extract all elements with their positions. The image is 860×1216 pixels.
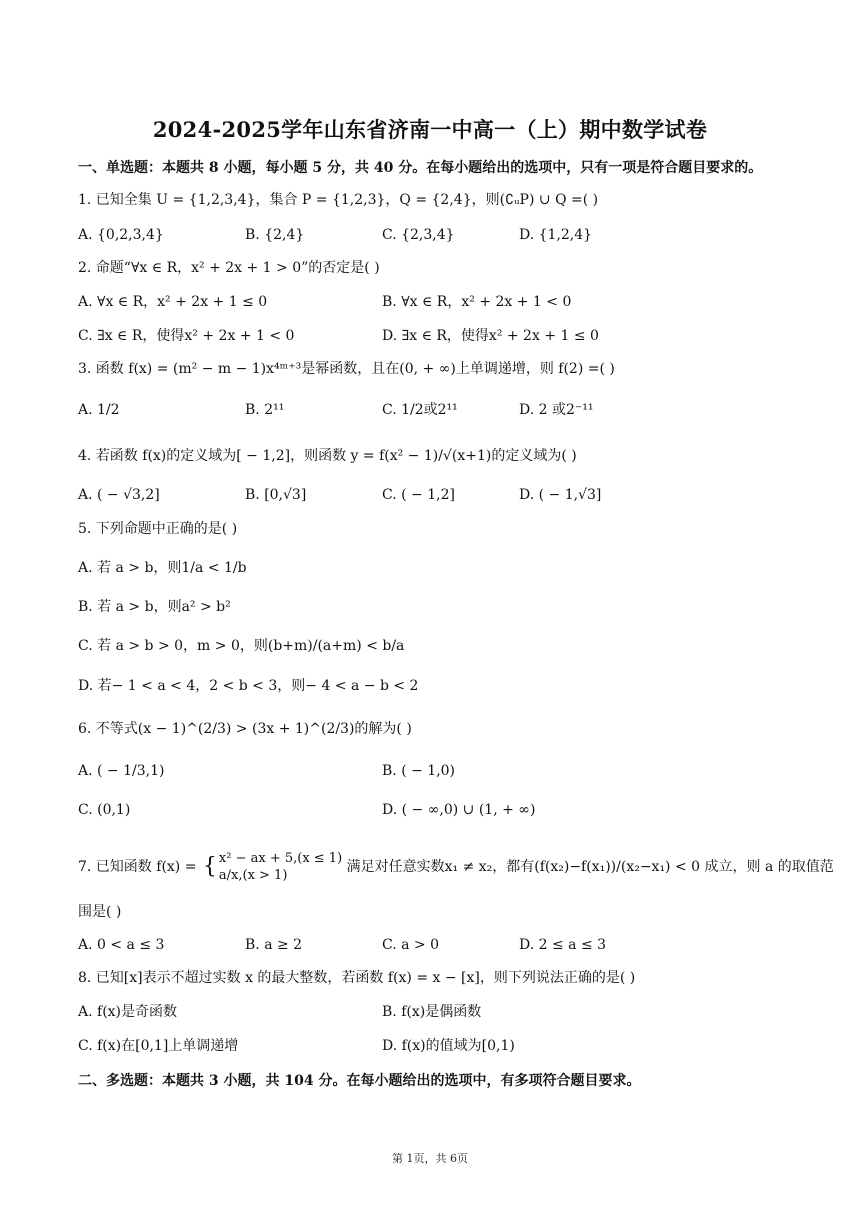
option-a: A. ( − 1/3,1) bbox=[78, 763, 165, 779]
option-a: A. 0 < a ≤ 3 bbox=[78, 937, 165, 953]
question-6-options-row1 bbox=[78, 761, 798, 783]
option-b: B. {2,4} bbox=[245, 227, 305, 243]
option-c: C. 1/2或2¹¹ bbox=[382, 402, 458, 418]
option-c: C. ( − 1,2] bbox=[382, 487, 455, 503]
option-d: D. f(x)的值域为[0,1) bbox=[382, 1038, 515, 1054]
option-b: B. f(x)是偶函数 bbox=[382, 1004, 482, 1020]
question-5-option-d: D. 若− 1 < a < 4，2 < b < 3，则− 4 < a − b < 2 bbox=[78, 678, 419, 694]
question-7-suffix: 满足对任意实数x₁ ≠ x₂，都有(f(x₂)−f(x₁))/(x₂−x₁) < 0 成立，则 a 的取值范 bbox=[346, 859, 834, 875]
page-title: 2024-2025学年山东省济南一中高一（上）期中数学试卷 bbox=[152, 117, 708, 142]
question-2-stem: 2. 命题“∀x ∈ R，x² + 2x + 1 > 0”的否定是( ) bbox=[78, 260, 380, 276]
option-c: C. f(x)在[0,1]上单调递增 bbox=[78, 1038, 239, 1054]
question-3-stem: 3. 函数 f(x) = (m² − m − 1)x⁴ᵐ⁺³是幂函数，且在(0, + ∞)上单调递增，则 f(2) =( ) bbox=[78, 361, 615, 377]
question-7-stem-continued: 围是( ) bbox=[78, 904, 122, 920]
question-4-stem: 4. 若函数 f(x)的定义域为[ − 1,2]，则函数 y = f(x² − 1)/√(x+1)的定义域为( ) bbox=[78, 448, 577, 464]
option-b: B. ∀x ∈ R，x² + 2x + 1 < 0 bbox=[382, 294, 572, 310]
left-brace: { bbox=[202, 854, 217, 879]
option-b: B. 2¹¹ bbox=[245, 402, 285, 418]
piece-bottom: a/x,(x > 1) bbox=[218, 868, 288, 883]
piecewise-definition bbox=[219, 850, 342, 884]
question-7-stem bbox=[78, 850, 834, 884]
question-6-options-row2 bbox=[78, 800, 798, 822]
option-d: D. 2 ≤ a ≤ 3 bbox=[519, 937, 607, 953]
option-c: C. (0,1) bbox=[78, 802, 131, 818]
question-1-options bbox=[78, 225, 798, 247]
question-2-options-row1 bbox=[78, 292, 798, 314]
section-heading-multiple-choice: 二、多选题：本题共 3 小题，共 104 分。在每小题给出的选项中，有多项符合题目要求。 bbox=[78, 1073, 641, 1089]
option-d: D. {1,2,4} bbox=[519, 227, 593, 243]
option-c: C. a > 0 bbox=[382, 937, 439, 953]
question-1-stem: 1. 已知全集 U = {1,2,3,4}，集合 P = {1,2,3}，Q = {2,4}，则(∁ᵤP) ∪ Q =( ) bbox=[78, 192, 599, 208]
option-a: A. f(x)是奇函数 bbox=[78, 1004, 178, 1020]
question-4-options bbox=[78, 485, 798, 507]
piece-top: x² − ax + 5,(x ≤ 1) bbox=[218, 851, 343, 866]
section-heading-single-choice: 一、单选题：本题共 8 小题，每小题 5 分，共 40 分。在每小题给出的选项中，只有一项是符合题目要求的。 bbox=[78, 160, 763, 176]
question-8-options-row2 bbox=[78, 1036, 798, 1058]
option-a: A. 1/2 bbox=[78, 402, 120, 418]
question-7-prefix: 7. 已知函数 f(x) = bbox=[78, 859, 197, 875]
question-5-option-b: B. 若 a > b，则a² > b² bbox=[78, 599, 231, 615]
question-5-option-a: A. 若 a > b，则1/a < 1/b bbox=[78, 560, 247, 576]
option-b: B. a ≥ 2 bbox=[245, 937, 303, 953]
question-6-stem: 6. 不等式(x − 1)^(2/3) > (3x + 1)^(2/3)的解为( ) bbox=[78, 721, 412, 737]
option-c: C. ∃x ∈ R，使得x² + 2x + 1 < 0 bbox=[78, 328, 295, 344]
option-c: C. {2,3,4} bbox=[382, 227, 455, 243]
question-8-stem: 8. 已知[x]表示不超过实数 x 的最大整数，若函数 f(x) = x − [x]，则下列说法正确的是( ) bbox=[78, 970, 636, 986]
page-footer: 第 1页，共 6页 bbox=[392, 1152, 468, 1165]
question-2-options-row2 bbox=[78, 326, 798, 348]
option-d: D. ∃x ∈ R，使得x² + 2x + 1 ≤ 0 bbox=[382, 328, 599, 344]
option-d: D. ( − ∞,0) ∪ (1, + ∞) bbox=[382, 802, 536, 818]
option-b: B. ( − 1,0) bbox=[382, 763, 456, 779]
question-8-options-row1 bbox=[78, 1002, 798, 1024]
option-d: D. ( − 1,√3] bbox=[519, 487, 602, 503]
question-7-options bbox=[78, 935, 798, 957]
option-a: A. ( − √3,2] bbox=[78, 487, 160, 503]
question-3-options bbox=[78, 400, 798, 422]
question-5-stem: 5. 下列命题中正确的是( ) bbox=[78, 521, 238, 537]
option-a: A. {0,2,3,4} bbox=[78, 227, 164, 243]
option-d: D. 2 或2⁻¹¹ bbox=[519, 402, 594, 418]
option-b: B. [0,√3] bbox=[245, 487, 307, 503]
question-5-option-c: C. 若 a > b > 0，m > 0，则(b+m)/(a+m) < b/a bbox=[78, 638, 405, 654]
option-a: A. ∀x ∈ R，x² + 2x + 1 ≤ 0 bbox=[78, 294, 268, 310]
